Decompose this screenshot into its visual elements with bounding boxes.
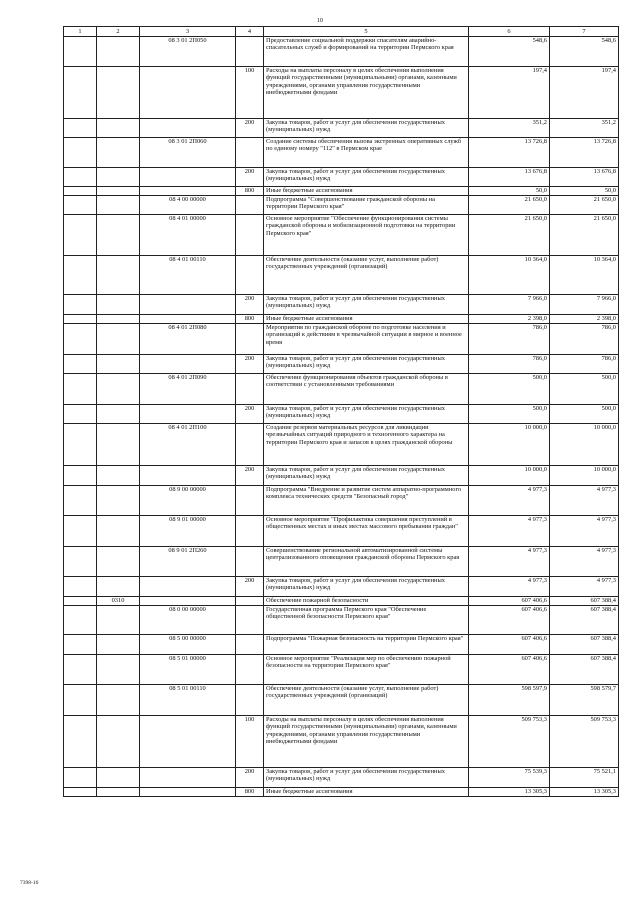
cell-target-code: 08 5 01 00000 [140,655,236,685]
cell-name: Закупка товаров, работ и услуг для обеспечения государственных (муниципальных) нужд [264,405,469,424]
table-header-row [64,27,619,37]
cell-amount-1: 10 000,0 [469,466,550,486]
table-row [64,606,619,635]
cell-amount-1: 13 305,3 [469,788,550,797]
cell-expense-type: 800 [236,315,264,324]
cell-blank [64,324,97,355]
cell-name: Закупка товаров, работ и услуг для обеспечения государственных (муниципальных) нужд [264,355,469,374]
cell-target-code [140,67,236,119]
cell-amount-1: 509 753,3 [469,716,550,768]
cell-amount-2: 10 000,0 [550,424,619,466]
cell-section [97,187,140,196]
cell-amount-2: 4 977,3 [550,516,619,547]
table-row [64,315,619,324]
cell-blank [64,655,97,685]
cell-blank [64,256,97,295]
cell-target-code [140,466,236,486]
cell-amount-1: 10 000,0 [469,424,550,466]
cell-section [97,374,140,405]
cell-expense-type: 200 [236,119,264,138]
table-row [64,119,619,138]
cell-expense-type [236,685,264,716]
cell-section [97,256,140,295]
table-row [64,788,619,797]
cell-target-code [140,119,236,138]
header-col-6: 6 [469,27,550,37]
cell-expense-type [236,606,264,635]
cell-amount-1: 351,2 [469,119,550,138]
table-row [64,685,619,716]
cell-section [97,547,140,577]
cell-blank [64,466,97,486]
cell-amount-2: 75 521,1 [550,768,619,788]
table-row [64,466,619,486]
cell-target-code [140,187,236,196]
table-row [64,516,619,547]
cell-amount-1: 50,0 [469,187,550,196]
cell-section [97,486,140,516]
cell-target-code: 08 9 01 2П260 [140,547,236,577]
cell-blank [64,635,97,655]
cell-section [97,405,140,424]
table-row [64,768,619,788]
cell-expense-type [236,374,264,405]
table-row [64,187,619,196]
cell-section [97,788,140,797]
header-col-5: 5 [264,27,469,37]
cell-section [97,685,140,716]
cell-section [97,355,140,374]
cell-amount-1: 13 676,8 [469,168,550,187]
table-row [64,547,619,577]
cell-name: Государственная программа Пермского края "Обеспечение общественной безопасности Пермского края" [264,606,469,635]
cell-blank [64,685,97,716]
cell-amount-2: 2 398,0 [550,315,619,324]
cell-expense-type: 800 [236,788,264,797]
cell-target-code [140,788,236,797]
cell-amount-1: 197,4 [469,67,550,119]
cell-expense-type [236,635,264,655]
cell-target-code [140,168,236,187]
cell-expense-type [236,37,264,67]
page-number: 10 [317,18,323,24]
cell-blank [64,547,97,577]
cell-amount-1: 4 977,3 [469,486,550,516]
cell-name: Расходы на выплаты персоналу в целях обеспечения выполнения функций государственными (муниципальными) органами, казенными учреждениями, органами управления государственными внебюджетными фондами [264,716,469,768]
cell-amount-2: 4 977,3 [550,577,619,597]
table-row [64,215,619,256]
table-row [64,324,619,355]
cell-amount-1: 21 650,0 [469,215,550,256]
cell-section [97,655,140,685]
cell-amount-2: 607 388,4 [550,635,619,655]
cell-name: Закупка товаров, работ и услуг для обеспечения государственных (муниципальных) нужд [264,466,469,486]
cell-amount-1: 607 406,6 [469,606,550,635]
cell-section [97,196,140,215]
cell-name: Предоставление социальной поддержки спасателям аварийно-спасательных служб и формирований на территории Пермского края [264,37,469,67]
cell-amount-1: 4 977,3 [469,516,550,547]
cell-amount-2: 607 388,4 [550,597,619,606]
cell-expense-type: 200 [236,295,264,315]
cell-amount-1: 607 406,6 [469,655,550,685]
cell-name: Закупка товаров, работ и услуг для обеспечения государственных (муниципальных) нужд [264,168,469,187]
cell-name: Иные бюджетные ассигнования [264,187,469,196]
cell-amount-1: 607 406,6 [469,635,550,655]
cell-amount-2: 351,2 [550,119,619,138]
cell-amount-2: 13 305,3 [550,788,619,797]
cell-expense-type: 100 [236,716,264,768]
cell-amount-2: 4 977,3 [550,486,619,516]
cell-name: Создание системы обеспечения вызова экстренных оперативных служб по единому номеру "112" в Пермском крае [264,138,469,168]
cell-amount-2: 13 726,8 [550,138,619,168]
cell-target-code [140,295,236,315]
cell-amount-1: 2 398,0 [469,315,550,324]
cell-name: Закупка товаров, работ и услуг для обеспечения государственных (муниципальных) нужд [264,295,469,315]
cell-expense-type: 200 [236,405,264,424]
table-row [64,635,619,655]
cell-amount-1: 500,0 [469,405,550,424]
cell-target-code: 08 5 00 00000 [140,635,236,655]
cell-blank [64,405,97,424]
header-col-1: 1 [64,27,97,37]
cell-target-code: 08 9 01 00000 [140,516,236,547]
table-row [64,168,619,187]
cell-expense-type: 200 [236,355,264,374]
cell-target-code: 08 3 01 2П050 [140,37,236,67]
cell-expense-type: 200 [236,577,264,597]
cell-amount-2: 607 388,4 [550,606,619,635]
cell-amount-2: 4 977,3 [550,547,619,577]
table-row [64,355,619,374]
cell-blank [64,168,97,187]
header-col-3: 3 [140,27,236,37]
cell-target-code [140,716,236,768]
cell-expense-type [236,486,264,516]
cell-expense-type: 200 [236,466,264,486]
header-col-7: 7 [550,27,619,37]
cell-section [97,324,140,355]
cell-amount-2: 500,0 [550,374,619,405]
cell-blank [64,315,97,324]
cell-target-code [140,768,236,788]
cell-expense-type [236,256,264,295]
cell-amount-2: 21 650,0 [550,215,619,256]
cell-section [97,516,140,547]
table-row [64,716,619,768]
cell-name: Мероприятия по гражданской обороне по подготовке населения и организаций к действиям в чрезвычайной ситуации в мирное и военное время [264,324,469,355]
cell-blank [64,486,97,516]
cell-name: Иные бюджетные ассигнования [264,788,469,797]
cell-blank [64,716,97,768]
cell-blank [64,374,97,405]
cell-blank [64,187,97,196]
cell-target-code [140,405,236,424]
cell-blank [64,119,97,138]
cell-target-code [140,315,236,324]
cell-target-code: 08 4 01 2П080 [140,324,236,355]
table-row [64,597,619,606]
cell-expense-type [236,324,264,355]
cell-name: Основное мероприятие "Профилактика совершения преступлений в общественных местах и иных местах массового пребывания граждан" [264,516,469,547]
cell-section: 0310 [97,597,140,606]
cell-name: Подпрограмма "Совершенствование гражданской обороны на территории Пермского края" [264,196,469,215]
cell-name: Создание резервов материальных ресурсов для ликвидации чрезвычайных ситуаций природного и техногенного характера на территории Пермского края и запасов в целях гражданской обороны [264,424,469,466]
cell-target-code: 08 4 01 00000 [140,215,236,256]
cell-section [97,315,140,324]
cell-name: Подпрограмма "Пожарная безопасность на территории Пермского края" [264,635,469,655]
cell-amount-1: 10 364,0 [469,256,550,295]
cell-amount-1: 607 406,6 [469,597,550,606]
cell-blank [64,67,97,119]
budget-table [63,26,619,797]
header-col-2: 2 [97,27,140,37]
cell-blank [64,424,97,466]
cell-name: Обеспечение функционирования объектов гражданской обороны в соответствии с установленными требованиями [264,374,469,405]
cell-amount-1: 4 977,3 [469,547,550,577]
table-row [64,67,619,119]
cell-amount-2: 21 650,0 [550,196,619,215]
table-row [64,196,619,215]
cell-blank [64,768,97,788]
cell-target-code [140,577,236,597]
cell-section [97,168,140,187]
cell-blank [64,295,97,315]
cell-amount-2: 500,0 [550,405,619,424]
cell-amount-1: 786,0 [469,324,550,355]
cell-section [97,606,140,635]
cell-amount-2: 548,6 [550,37,619,67]
cell-amount-2: 509 753,3 [550,716,619,768]
cell-section [97,215,140,256]
table-row [64,37,619,67]
cell-section [97,466,140,486]
header-col-4: 4 [236,27,264,37]
table-row [64,424,619,466]
cell-blank [64,606,97,635]
cell-section [97,424,140,466]
cell-amount-1: 75 539,3 [469,768,550,788]
cell-section [97,635,140,655]
cell-expense-type [236,597,264,606]
cell-amount-2: 598 579,7 [550,685,619,716]
table-row [64,138,619,168]
cell-expense-type: 800 [236,187,264,196]
table-row [64,256,619,295]
cell-name: Обеспечение деятельности (оказание услуг, выполнение работ) государственных учреждений (организаций) [264,685,469,716]
cell-target-code: 08 0 00 00000 [140,606,236,635]
cell-target-code: 08 4 01 2П090 [140,374,236,405]
cell-blank [64,196,97,215]
cell-blank [64,37,97,67]
cell-blank [64,516,97,547]
table-row [64,655,619,685]
cell-name: Совершенствование региональной автоматизированной системы централизованного оповещения гражданской обороны Пермского края [264,547,469,577]
cell-blank [64,577,97,597]
cell-amount-1: 548,6 [469,37,550,67]
cell-amount-2: 13 676,8 [550,168,619,187]
cell-name: Обеспечение пожарной безопасности [264,597,469,606]
table-row [64,577,619,597]
cell-name: Закупка товаров, работ и услуг для обеспечения государственных (муниципальных) нужд [264,768,469,788]
cell-expense-type [236,547,264,577]
cell-amount-2: 7 966,0 [550,295,619,315]
cell-amount-2: 50,0 [550,187,619,196]
cell-target-code [140,597,236,606]
cell-name: Закупка товаров, работ и услуг для обеспечения государственных (муниципальных) нужд [264,577,469,597]
cell-amount-2: 10 000,0 [550,466,619,486]
cell-target-code: 08 4 01 2П100 [140,424,236,466]
cell-name: Основное мероприятие "Обеспечение функционирования системы гражданской обороны и мобилизационной подготовки на территории Пермского края" [264,215,469,256]
cell-section [97,37,140,67]
table-row [64,295,619,315]
cell-section [97,295,140,315]
cell-blank [64,597,97,606]
cell-blank [64,355,97,374]
cell-expense-type [236,196,264,215]
cell-name: Иные бюджетные ассигнования [264,315,469,324]
cell-expense-type [236,215,264,256]
table-row [64,486,619,516]
cell-target-code: 08 4 01 00110 [140,256,236,295]
cell-target-code [140,355,236,374]
cell-amount-2: 786,0 [550,355,619,374]
cell-amount-1: 7 966,0 [469,295,550,315]
cell-target-code: 08 5 01 00110 [140,685,236,716]
cell-amount-2: 10 364,0 [550,256,619,295]
cell-section [97,716,140,768]
cell-amount-1: 500,0 [469,374,550,405]
cell-target-code: 08 3 01 2П060 [140,138,236,168]
table-row [64,374,619,405]
cell-section [97,67,140,119]
cell-name: Закупка товаров, работ и услуг для обеспечения государственных (муниципальных) нужд [264,119,469,138]
cell-name: Расходы на выплаты персоналу в целях обеспечения выполнения функций государственными (муниципальными) органами, казенными учреждениями, органами управления государственными внебюджетными фондами [264,67,469,119]
cell-expense-type [236,138,264,168]
cell-amount-1: 4 977,3 [469,577,550,597]
cell-expense-type [236,655,264,685]
cell-name: Основное мероприятие "Реализация мер по обеспечению пожарной безопасности на территории Пермского края" [264,655,469,685]
cell-name: Подпрограмма "Внедрение и развитие систем аппаратно-программного комплекса технических средств "Безопасный город" [264,486,469,516]
cell-expense-type: 200 [236,168,264,187]
cell-expense-type [236,424,264,466]
cell-name: Обеспечение деятельности (оказание услуг, выполнение работ) государственных учреждений (организаций) [264,256,469,295]
cell-amount-2: 197,4 [550,67,619,119]
cell-amount-1: 21 650,0 [469,196,550,215]
cell-blank [64,138,97,168]
cell-expense-type: 100 [236,67,264,119]
cell-blank [64,788,97,797]
cell-expense-type [236,516,264,547]
cell-section [97,138,140,168]
cell-amount-2: 786,0 [550,324,619,355]
cell-section [97,577,140,597]
cell-amount-1: 13 726,8 [469,138,550,168]
cell-target-code: 08 4 00 00000 [140,196,236,215]
cell-expense-type: 200 [236,768,264,788]
cell-amount-1: 786,0 [469,355,550,374]
cell-amount-1: 598 597,9 [469,685,550,716]
document-code: 7398-16 [20,880,39,886]
cell-blank [64,215,97,256]
cell-amount-2: 607 388,4 [550,655,619,685]
cell-section [97,768,140,788]
cell-section [97,119,140,138]
cell-target-code: 08 9 00 00000 [140,486,236,516]
table-row [64,405,619,424]
